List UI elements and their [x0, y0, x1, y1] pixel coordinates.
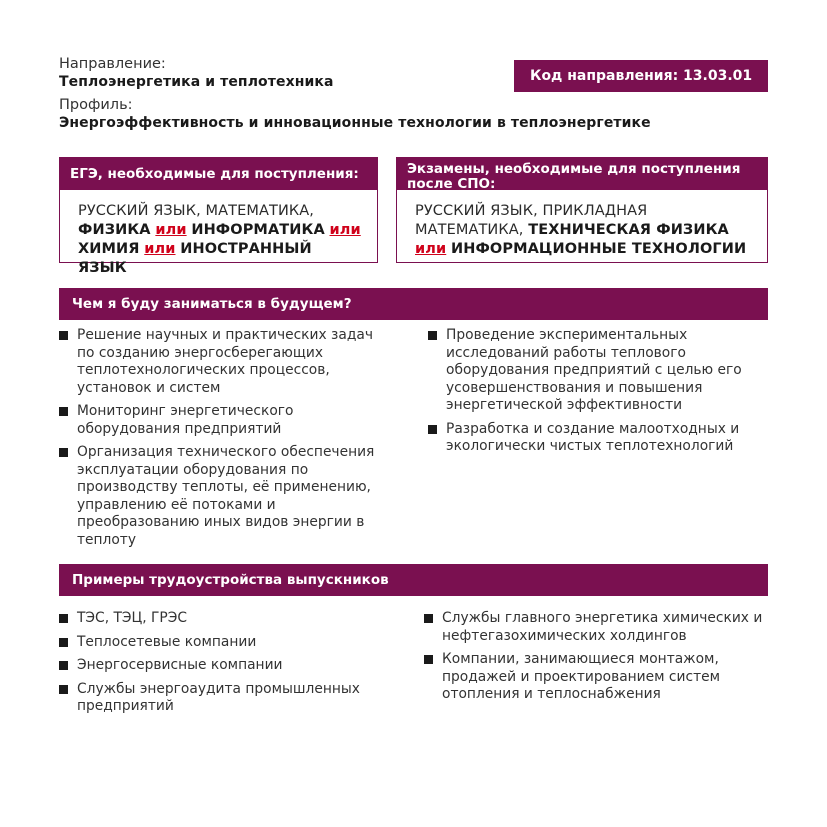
bullet-square-icon	[59, 685, 68, 694]
bullet-square-icon	[59, 614, 68, 623]
subject-foreign-language: ИНОСТРАННЫЙ ЯЗЫК	[78, 241, 312, 276]
employment-section-title: Примеры трудоустройства выпускников	[59, 564, 768, 596]
spo-exams-title: Экзамены, необходимые для поступления после СПО:	[397, 158, 767, 190]
employment-list-right	[424, 610, 772, 710]
spo-line-1: РУССКИЙ ЯЗЫК, ПРИКЛАДНАЯ	[415, 203, 648, 219]
list-item: Проведение экспериментальных исследований работы теплового оборудования предприятий с целью его усовершенствования и повышения энергетической эффективности	[428, 327, 763, 415]
spo-line-3	[415, 240, 751, 259]
or-connector: или	[415, 241, 447, 257]
ege-line-3	[78, 240, 361, 278]
or-connector: или	[155, 222, 187, 238]
ege-line-1: РУССКИЙ ЯЗЫК, МАТЕМАТИКА,	[78, 203, 315, 219]
bullet-square-icon	[424, 614, 433, 623]
list-item: Энергосервисные компании	[59, 657, 394, 675]
future-list-left	[59, 327, 394, 555]
list-item: Организация технического обеспечения эксплуатации оборудования по производству теплоты, её применению, управлению её потоками и преобразованию иных видов энергии в теплоту	[59, 444, 394, 549]
list-item: Мониторинг энергетического оборудования предприятий	[59, 403, 394, 438]
bullet-square-icon	[59, 448, 68, 457]
ege-exams-subjects	[60, 190, 377, 278]
subject-it: ИНФОРМАЦИОННЫЕ ТЕХНОЛОГИИ	[450, 241, 747, 257]
subject-applied-math: МАТЕМАТИКА,	[415, 222, 529, 238]
subject-chemistry: ХИМИЯ	[78, 241, 140, 257]
bullet-square-icon	[59, 661, 68, 670]
list-item: Решение научных и практических задач по созданию энергосберегающих теплотехнологических процессов, установок и систем	[59, 327, 394, 397]
subject-tech-physics: ТЕХНИЧЕСКАЯ ФИЗИКА	[528, 222, 729, 238]
direction-code-badge: Код направления: 13.03.01	[514, 60, 768, 92]
spo-line-2	[415, 221, 751, 240]
list-item: ТЭС, ТЭЦ, ГРЭС	[59, 610, 394, 628]
direction-value: Теплоэнергетика и теплотехника	[59, 74, 334, 90]
profile-value: Энергоэффективность и инновационные технологии в теплоэнергетике	[59, 115, 651, 131]
spo-exams-box	[396, 157, 768, 263]
bullet-square-icon	[428, 425, 437, 434]
ege-exams-box	[59, 157, 378, 276]
list-item: Теплосетевые компании	[59, 634, 394, 652]
list-item: Службы главного энергетика химических и нефтегазохимических холдингов	[424, 610, 772, 645]
direction-label: Направление:	[59, 56, 166, 72]
future-section-title: Чем я буду заниматься в будущем?	[59, 288, 768, 320]
list-item: Компании, занимающиеся монтажом, продажей и проектированием систем отопления и теплоснабжения	[424, 651, 772, 704]
bullet-square-icon	[59, 407, 68, 416]
profile-label: Профиль:	[59, 97, 133, 113]
list-item: Разработка и создание малоотходных и экологически чистых теплотехнологий	[428, 421, 763, 456]
bullet-square-icon	[428, 331, 437, 340]
bullet-square-icon	[59, 331, 68, 340]
or-connector: или	[144, 241, 176, 257]
ege-exams-title: ЕГЭ, необходимые для поступления:	[60, 158, 377, 190]
bullet-square-icon	[59, 638, 68, 647]
subject-informatics: ИНФОРМАТИКА	[191, 222, 325, 238]
list-item: Службы энергоаудита промышленных предприятий	[59, 681, 394, 716]
bullet-square-icon	[424, 655, 433, 664]
or-connector: или	[329, 222, 361, 238]
future-list-right	[428, 327, 763, 462]
ege-line-2	[78, 221, 361, 240]
spo-exams-subjects	[397, 190, 767, 259]
subject-physics: ФИЗИКА	[78, 222, 151, 238]
employment-list-left	[59, 610, 394, 722]
